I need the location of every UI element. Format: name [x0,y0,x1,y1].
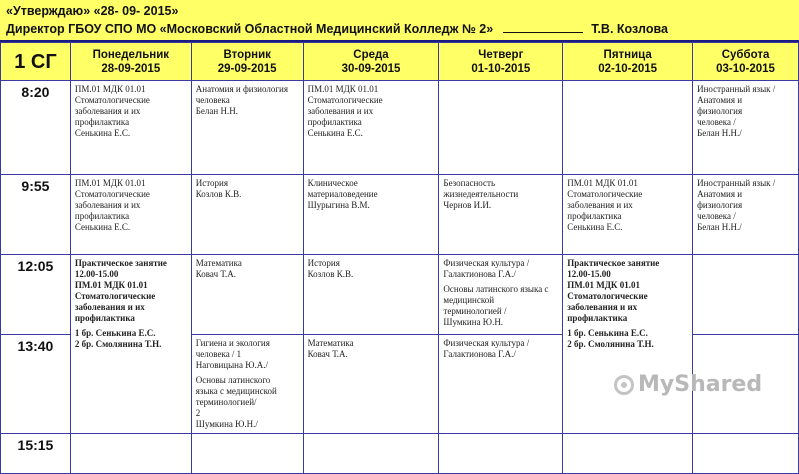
lesson-cell [303,175,439,255]
lesson-cell [439,175,563,255]
approval-header [0,0,799,42]
brigade-text: 1 бр. Сенькина Е.С. 2 бр. Смолянина Т.Н. [567,328,654,349]
watermark-logo-icon [614,375,634,395]
lesson-text: Анатомия и физиология человека Белан Н.Н. [195,84,288,116]
lesson-text: Безопасность жизнедеятельности Чернов И.И. [443,178,519,210]
lesson-cell [303,81,439,175]
day-header-friday [563,43,693,81]
lesson-cell [439,81,563,175]
lesson-cell [693,255,799,335]
day-date: 03-10-2015 [716,62,775,75]
lesson-text: ПМ.01 МДК 01.01 Стоматологические заболевания и их профилактика Сенькина Е.С. [74,178,150,232]
day-header-wednesday [303,43,439,81]
day-date: 30-09-2015 [341,62,401,75]
lesson-cell [693,175,799,255]
lesson-cell [191,434,303,474]
watermark-text: MyShared [638,372,763,397]
time-row [1,255,799,335]
time-row [1,81,799,175]
lesson-text: Математика Ковач Т.А. [195,258,242,279]
lesson-cell [70,175,191,255]
lesson-text: Иностранный язык / Анатомия и физиология человека / Белан Н.Н./ [697,84,776,138]
lesson-cell [303,434,439,474]
director-name: Т.В. Козлова [591,22,668,36]
time-slot: 12:05 [1,255,71,335]
day-name: Среда [353,48,389,61]
group-name: 1 СГ [1,43,71,81]
lesson-text: Основы латинского языка с медицинской терминологией/ 2 Шумкина Ю.Н./ [195,375,277,429]
lesson-cell [693,81,799,175]
lesson-text: ПМ.01 МДК 01.01 Стоматологические заболевания и их профилактика Сенькина Е.С. [307,84,383,138]
header-row [1,43,799,81]
lesson-cell [693,434,799,474]
day-header-tuesday [191,43,303,81]
lesson-text: Практическое занятие 12.00-15.00 ПМ.01 МДК 01.01 Стоматологические заболевания и их профилактика [74,258,167,323]
lesson-cell [439,335,563,434]
day-date: 29-09-2015 [217,62,277,75]
lesson-text: Основы латинского языка с медицинской терминологией / Шумкина Ю.Н. [443,284,549,327]
lesson-text: Математика Ковач Т.А. [307,338,354,359]
day-header-saturday [693,43,799,81]
lesson-text: ПМ.01 МДК 01.01 Стоматологические заболевания и их профилактика Сенькина Е.С. [567,178,643,232]
lesson-cell [303,255,439,335]
director-line [6,22,668,36]
lesson-cell [439,434,563,474]
lesson-text: Физическая культура / Галактионова Г.А./ [443,258,530,279]
day-name: Пятница [603,48,652,61]
lesson-cell [191,335,303,434]
day-header-monday [70,43,191,81]
lesson-cell [191,255,303,335]
approval-line: «Утверждаю» «28- 09- 2015» [6,4,179,18]
lesson-text: ПМ.01 МДК 01.01 Стоматологические заболевания и их профилактика Сенькина Е.С. [74,84,150,138]
practice-cell [70,255,191,434]
lesson-cell [191,81,303,175]
signature-blank [503,22,583,33]
lesson-cell [303,335,439,434]
day-date: 02-10-2015 [598,62,658,75]
time-row [1,434,799,474]
day-header-thursday [439,43,563,81]
director-title: Директор ГБОУ СПО МО «Московский Областной Медицинский Колледж № 2» [6,22,494,36]
lesson-cell [70,81,191,175]
lesson-cell [191,175,303,255]
brigade-text: 1 бр. Сенькина Е.С. 2 бр. Смолянина Т.Н. [74,328,162,349]
day-name: Вторник [223,48,271,61]
time-slot: 13:40 [1,335,71,434]
time-slot: 8:20 [1,81,71,175]
lesson-text: Иностранный язык / Анатомия и физиология человека / Белан Н.Н./ [697,178,776,232]
lesson-text: Гигиена и экология человека / 1 Наговицына Ю.А./ [195,338,270,370]
lesson-text: Физическая культура / Галактионова Г.А./ [443,338,530,359]
lesson-cell [563,434,693,474]
lesson-text: История Козлов К.В. [195,178,242,199]
day-name: Понедельник [92,48,170,61]
day-name: Четверг [478,48,524,61]
practice-cell [563,255,693,434]
day-date: 01-10-2015 [471,62,531,75]
lesson-text: Практическое занятие 12.00-15.00 ПМ.01 МДК 01.01 Стоматологические заболевания и их профилактика [567,258,660,323]
time-slot: 15:15 [1,434,71,474]
lesson-cell [70,434,191,474]
lesson-cell [563,175,693,255]
lesson-text: История Козлов К.В. [307,258,354,279]
lesson-cell [563,81,693,175]
time-row [1,175,799,255]
day-name: Суббота [721,48,770,61]
lesson-cell [439,255,563,335]
day-date: 28-09-2015 [101,62,161,75]
time-slot: 9:55 [1,175,71,255]
lesson-text: Клиническое материаловедение Шурыгина В.М. [307,178,378,210]
schedule-table [0,42,799,474]
watermark [614,372,762,397]
